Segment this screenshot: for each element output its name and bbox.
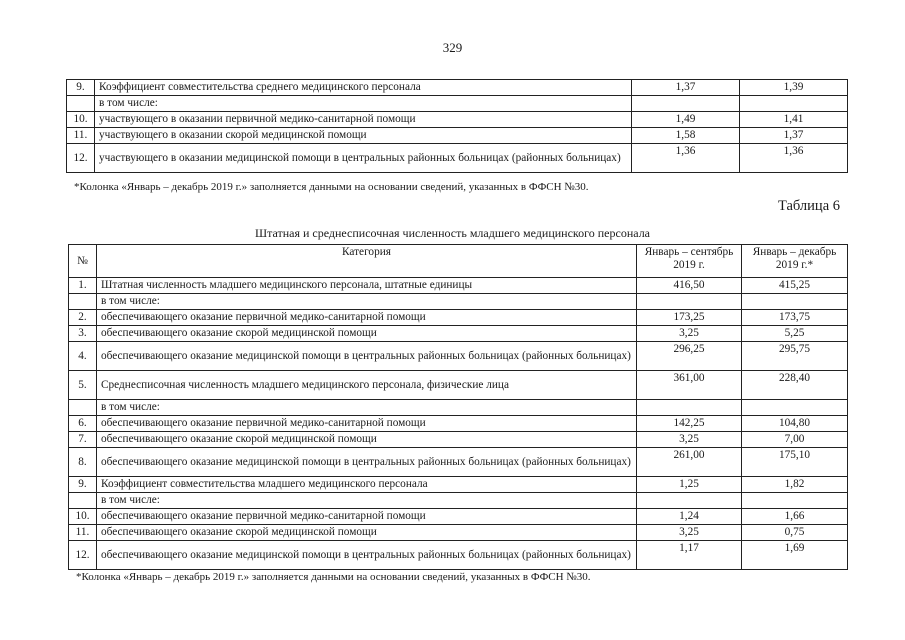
table-row (69, 541, 848, 570)
row-value-col2: 1,41 (740, 112, 848, 128)
row-value-col2: 5,25 (742, 326, 848, 342)
row-category: обеспечивающего оказание первичной медико-санитарной помощи (97, 509, 637, 525)
footnote-continued: *Колонка «Январь – декабрь 2019 г.» заполняется данными на основании сведений, указанных в ФФСН №30. (74, 181, 589, 193)
continued-table-body (67, 80, 848, 173)
row-number (69, 493, 97, 509)
row-value-col2: 1,66 (742, 509, 848, 525)
row-number: 10. (69, 509, 97, 525)
row-value-col1: 1,58 (632, 128, 740, 144)
table-row (69, 294, 848, 310)
row-number: 11. (67, 128, 95, 144)
row-value-col1: 3,25 (637, 525, 742, 541)
table-row (69, 477, 848, 493)
row-value-col1: 416,50 (637, 278, 742, 294)
table-6-body (69, 278, 848, 570)
row-value-col1 (632, 96, 740, 112)
continued-table (66, 79, 848, 173)
row-value-col2: 1,69 (742, 541, 848, 570)
row-number: 1. (69, 278, 97, 294)
row-value-col1: 1,17 (637, 541, 742, 570)
row-value-col2: 0,75 (742, 525, 848, 541)
row-value-col2 (740, 96, 848, 112)
row-value-col1: 361,00 (637, 371, 742, 400)
footnote-table-6: *Колонка «Январь – декабрь 2019 г.» заполняется данными на основании сведений, указанных в ФФСН №30. (76, 571, 591, 583)
page-number: 329 (442, 40, 463, 55)
row-value-col2: 7,00 (742, 432, 848, 448)
row-category: обеспечивающего оказание медицинской помощи в центральных районных больницах (районных больницах) (97, 342, 637, 371)
row-category: участвующего в оказании медицинской помощи в центральных районных больницах (районных больницах) (95, 144, 632, 173)
row-value-col1 (637, 493, 742, 509)
row-value-col2: 104,80 (742, 416, 848, 432)
table-row (67, 144, 848, 173)
row-value-col1: 296,25 (637, 342, 742, 371)
row-number: 5. (69, 371, 97, 400)
row-number: 2. (69, 310, 97, 326)
table-row (69, 525, 848, 541)
row-category: Среднесписочная численность младшего медицинского персонала, физические лица (97, 371, 637, 400)
table-row (69, 448, 848, 477)
table-row (67, 96, 848, 112)
table-row (69, 278, 848, 294)
row-number (69, 400, 97, 416)
header-col1: Январь – сентябрь 2019 г. (637, 245, 742, 278)
row-number: 10. (67, 112, 95, 128)
row-value-col2: 295,75 (742, 342, 848, 371)
row-value-col2: 1,39 (740, 80, 848, 96)
row-category: участвующего в оказании первичной медико-санитарной помощи (95, 112, 632, 128)
row-value-col1: 1,36 (632, 144, 740, 173)
row-number: 11. (69, 525, 97, 541)
row-number: 8. (69, 448, 97, 477)
row-number: 9. (67, 80, 95, 96)
row-value-col1: 1,37 (632, 80, 740, 96)
table-row (69, 326, 848, 342)
row-value-col2: 1,82 (742, 477, 848, 493)
row-value-col2: 175,10 (742, 448, 848, 477)
row-value-col2: 415,25 (742, 278, 848, 294)
row-category: обеспечивающего оказание медицинской помощи в центральных районных больницах (районных больницах) (97, 541, 637, 570)
row-number: 6. (69, 416, 97, 432)
row-category: в том числе: (97, 294, 637, 310)
table-header-row (69, 245, 848, 278)
table-row (69, 509, 848, 525)
row-value-col1: 1,25 (637, 477, 742, 493)
row-number (69, 294, 97, 310)
row-value-col2: 173,75 (742, 310, 848, 326)
table-row (69, 310, 848, 326)
header-col2: Январь – декабрь 2019 г.* (742, 245, 848, 278)
row-value-col2: 1,36 (740, 144, 848, 173)
row-category: обеспечивающего оказание скорой медицинской помощи (97, 525, 637, 541)
row-number: 12. (67, 144, 95, 173)
table-6 (68, 244, 848, 570)
row-category: обеспечивающего оказание медицинской помощи в центральных районных больницах (районных больницах) (97, 448, 637, 477)
row-number (67, 96, 95, 112)
table-row (69, 493, 848, 509)
row-category: Коэффициент совместительства младшего медицинского персонала (97, 477, 637, 493)
row-number: 7. (69, 432, 97, 448)
table-row (67, 128, 848, 144)
table-label: Таблица 6 (777, 198, 840, 214)
row-value-col1 (637, 400, 742, 416)
row-number: 3. (69, 326, 97, 342)
table-row (69, 416, 848, 432)
row-category: обеспечивающего оказание скорой медицинской помощи (97, 326, 637, 342)
row-category: обеспечивающего оказание первичной медико-санитарной помощи (97, 310, 637, 326)
table-row (67, 112, 848, 128)
table-row (69, 400, 848, 416)
row-value-col1: 3,25 (637, 432, 742, 448)
row-category: обеспечивающего оказание скорой медицинской помощи (97, 432, 637, 448)
row-value-col2 (742, 493, 848, 509)
row-category: обеспечивающего оказание первичной медико-санитарной помощи (97, 416, 637, 432)
table-title: Штатная и среднесписочная численность младшего медицинского персонала (254, 226, 651, 240)
header-num: № (69, 245, 97, 278)
row-category: Коэффициент совместительства среднего медицинского персонала (95, 80, 632, 96)
table-row (69, 371, 848, 400)
row-number: 9. (69, 477, 97, 493)
table-row (69, 432, 848, 448)
row-category: в том числе: (97, 493, 637, 509)
row-value-col1 (637, 294, 742, 310)
row-value-col1: 261,00 (637, 448, 742, 477)
row-value-col1: 3,25 (637, 326, 742, 342)
row-value-col2 (742, 294, 848, 310)
row-value-col1: 142,25 (637, 416, 742, 432)
row-number: 4. (69, 342, 97, 371)
table-row (67, 80, 848, 96)
row-value-col1: 173,25 (637, 310, 742, 326)
row-value-col2 (742, 400, 848, 416)
row-category: в том числе: (95, 96, 632, 112)
header-category: Категория (97, 245, 637, 278)
row-value-col2: 228,40 (742, 371, 848, 400)
row-category: Штатная численность младшего медицинского персонала, штатные единицы (97, 278, 637, 294)
row-value-col1: 1,49 (632, 112, 740, 128)
table-row (69, 342, 848, 371)
row-category: в том числе: (97, 400, 637, 416)
row-category: участвующего в оказании скорой медицинской помощи (95, 128, 632, 144)
row-value-col2: 1,37 (740, 128, 848, 144)
row-value-col1: 1,24 (637, 509, 742, 525)
row-number: 12. (69, 541, 97, 570)
